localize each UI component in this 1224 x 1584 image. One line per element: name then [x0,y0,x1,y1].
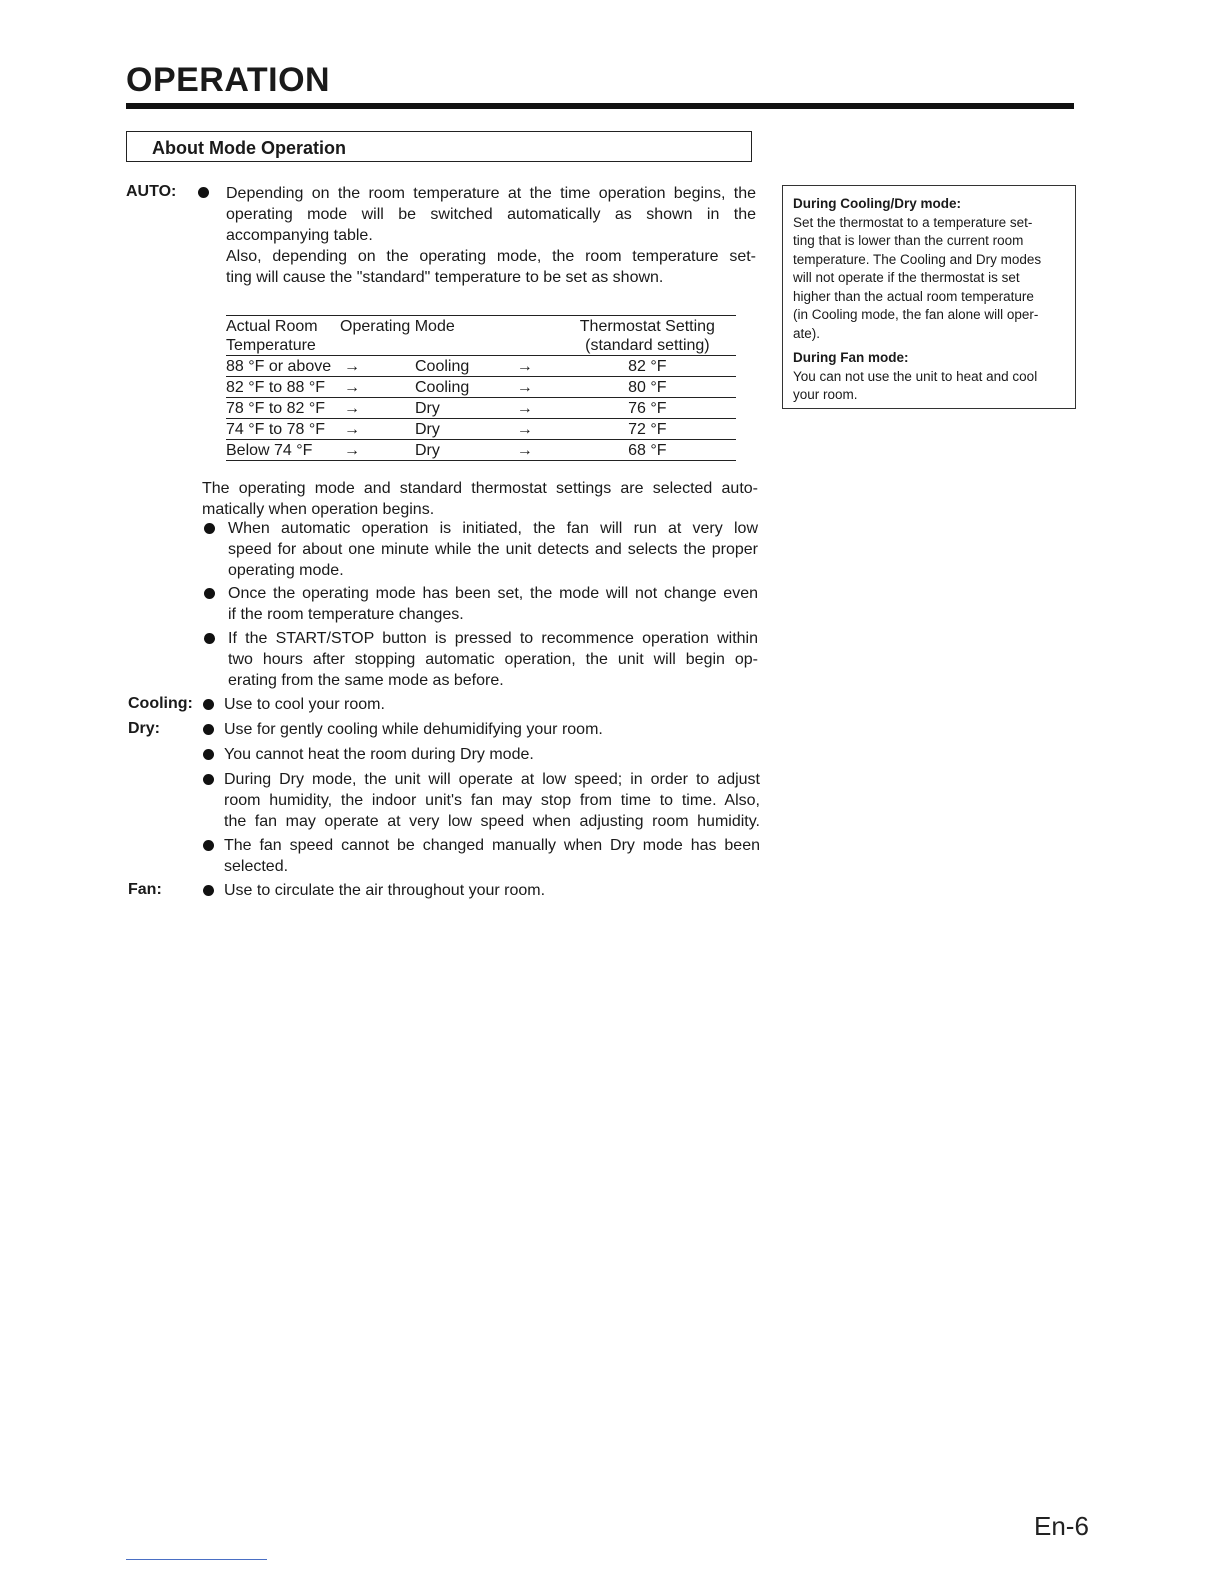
auto-bullet-2 [228,583,758,625]
arrow-icon: → [493,377,559,398]
table-header-spacer [493,316,559,337]
section-heading: About Mode Operation [126,131,752,162]
cell-mode: Cooling [378,377,493,398]
note-fan-heading: During Fan mode: [793,350,909,365]
table-row [226,419,736,440]
table-row [226,377,736,398]
cooling-label: Cooling: [128,695,193,712]
auto-bullet-1 [228,518,758,581]
note-line: Set the thermostat to a temperature set- [793,214,1033,230]
dry-bullet-line: selected. [224,858,289,875]
arrow-icon: → [338,356,378,377]
bullet-icon [204,523,215,534]
cell-temp: Below 74 °F [226,440,338,461]
auto-bullet-line: erating from the same mode as before. [228,672,504,689]
note-line: will not operate if the thermostat is set [793,270,1020,285]
table-header-spacer [493,336,559,356]
title-rule [126,103,1074,109]
cell-mode: Dry [378,419,493,440]
note-fan-text [793,368,1067,405]
auto-after-text [202,478,758,520]
bullet-icon [203,774,214,785]
table-row [226,440,736,461]
dry-bullet-line: the fan may operate at very low speed when adjusting room humidity. [224,813,760,830]
auto-bullet-line: If the START/STOP button is pressed to recommence operation within [228,630,758,647]
auto-intro [226,183,756,288]
mode-table [226,315,736,461]
bullet-icon [204,633,215,644]
note-line: temperature. The Cooling and Dry modes [793,251,1042,267]
cell-mode: Dry [378,440,493,461]
cell-mode: Cooling [378,356,493,377]
arrow-icon: → [493,398,559,419]
dry-bullet-line: The fan speed cannot be changed manually when Dry mode has been [224,837,760,854]
note-cooling-dry-text [793,214,1067,344]
arrow-icon: → [338,440,378,461]
dry-bullet-line: room humidity, the indoor unit's fan may stop from time to time. Also, [224,792,760,809]
auto-bullet-line: two hours after stopping automatic operation, the unit will begin op- [228,651,758,668]
table-row [226,356,736,377]
cooling-bullet-1: Use to cool your room. [224,696,385,713]
auto-bullet-line: When automatic operation is initiated, the fan will run at very low [228,520,758,537]
auto-bullet-line: Once the operating mode has been set, the mode will not change even [228,585,758,602]
dry-label: Dry: [128,720,161,737]
note-line: higher than the actual room temperature [793,288,1034,304]
auto-intro-line: Depending on the room temperature at the time operation begins, the [226,185,756,202]
bullet-icon [203,724,214,735]
auto-intro-line: operating mode will be switched automatically as shown in the [226,206,756,223]
cell-setting: 76 °F [559,398,736,419]
auto-label: AUTO: [126,183,177,200]
cell-setting: 72 °F [559,419,736,440]
note-line: (in Cooling mode, the fan alone will oper- [793,307,1039,322]
cell-setting: 68 °F [559,440,736,461]
table-header-spacer [338,336,378,356]
table-header-setting: Thermostat Setting [579,318,715,335]
fan-label: Fan: [128,881,162,898]
note-line: ate). [793,325,821,341]
table-header-temp-2: Temperature [226,336,338,356]
cell-temp: 88 °F or above [226,356,338,377]
bullet-icon [203,749,214,760]
dry-bullet-line: During Dry mode, the unit will operate at low speed; in order to adjust [224,771,760,788]
arrow-icon: → [338,377,378,398]
auto-bullet-line: operating mode. [228,562,344,579]
table-row [226,398,736,419]
dry-bullet-4 [224,835,760,877]
bullet-icon [204,588,215,599]
cell-setting: 80 °F [559,377,736,398]
table-header-setting-2: (standard setting) [559,336,736,356]
bullet-icon [203,885,214,896]
page-number: En-6 [1034,1511,1089,1541]
page-title: OPERATION [126,61,331,99]
note-line: your room. [793,387,858,402]
cell-mode: Dry [378,398,493,419]
cell-temp: 78 °F to 82 °F [226,398,338,419]
note-cooling-dry-heading: During Cooling/Dry mode: [793,196,961,211]
auto-after-line: matically when operation begins. [202,501,435,518]
cell-temp: 74 °F to 78 °F [226,419,338,440]
auto-intro-line: ting will cause the "standard" temperature to be set as shown. [226,269,664,286]
auto-intro-line: accompanying table. [226,227,373,244]
bullet-icon [203,840,214,851]
note-line: ting that is lower than the current room [793,233,1024,248]
dry-bullet-2: You cannot heat the room during Dry mode. [224,746,534,763]
table-header-temp: Actual Room [226,318,318,335]
arrow-icon: → [493,440,559,461]
arrow-icon: → [493,356,559,377]
auto-bullet-3 [228,628,758,691]
bullet-icon [203,699,214,710]
auto-bullet-line: speed for about one minute while the unit detects and selects the proper [228,541,758,558]
cell-setting: 82 °F [559,356,736,377]
cell-temp: 82 °F to 88 °F [226,377,338,398]
arrow-icon: → [493,419,559,440]
note-box [782,185,1076,409]
auto-intro-line: Also, depending on the operating mode, the room temperature set- [226,248,756,265]
table-header-spacer [378,336,493,356]
table-header-mode: Operating Mode [340,318,455,335]
auto-bullet-line: if the room temperature changes. [228,606,464,623]
note-line: You can not use the unit to heat and cool [793,368,1038,384]
fan-bullet-1: Use to circulate the air throughout your room. [224,882,546,899]
arrow-icon: → [338,398,378,419]
dry-bullet-1: Use for gently cooling while dehumidifying your room. [224,721,603,738]
bullet-icon [198,187,209,198]
arrow-icon: → [338,419,378,440]
dry-bullet-3 [224,769,760,832]
footer-rule [126,1559,267,1560]
auto-after-line: The operating mode and standard thermostat settings are selected auto- [202,480,758,497]
